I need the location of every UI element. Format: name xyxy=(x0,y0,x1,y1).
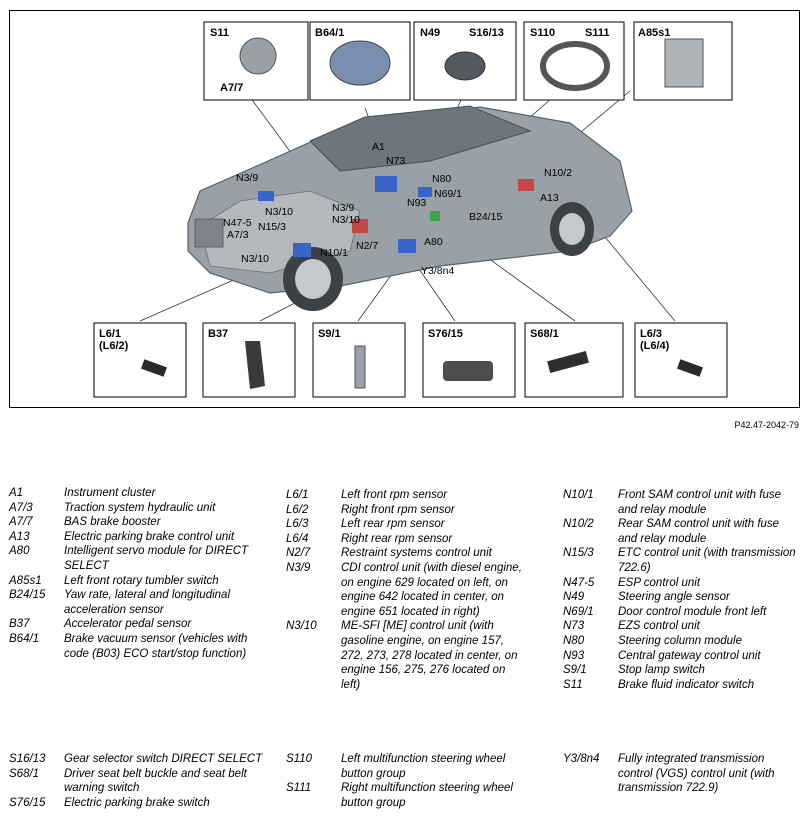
legend-description: Yaw rate, lateral and longitudinal acceleration sensor xyxy=(64,589,231,616)
legend-entry xyxy=(9,767,264,796)
legend-description: Left rear rpm sensor xyxy=(341,518,445,531)
legend-code: N93 xyxy=(563,649,585,662)
legend-entry xyxy=(286,488,526,503)
legend-description: Right front rpm sensor xyxy=(341,503,455,516)
legend-description: Right multifunction steering wheel button group xyxy=(341,782,513,809)
legend-code: L6/3 xyxy=(286,518,309,531)
legend-code: B64/1 xyxy=(9,632,40,645)
legend-code: N2/7 xyxy=(286,547,311,560)
callout-label: N93 xyxy=(407,197,427,209)
box-label: S16/13 xyxy=(469,27,504,39)
legend-entry xyxy=(9,752,264,767)
box-label: N49 xyxy=(420,27,441,39)
legend-description: Left multifunction steering wheel button group xyxy=(341,753,506,780)
legend-code: S68/1 xyxy=(9,767,40,780)
box-label: L6/3 xyxy=(640,328,663,340)
legend-description: Gear selector switch DIRECT SELECT xyxy=(64,753,263,765)
figure-reference: P42.47-2042-79 xyxy=(734,420,799,430)
callout-label: N47-5 xyxy=(223,217,252,229)
box-label: B64/1 xyxy=(315,27,345,39)
box-label: B37 xyxy=(208,328,229,340)
legend-entry xyxy=(563,634,798,649)
legend-code: A7/3 xyxy=(9,501,33,514)
box-label: A7/7 xyxy=(220,82,244,94)
legend-description: Electric parking brake switch xyxy=(64,796,210,809)
legend-code: N69/1 xyxy=(563,605,594,618)
legend-code: A85s1 xyxy=(9,574,42,587)
legend-code: N49 xyxy=(563,591,585,604)
legend-code: S16/13 xyxy=(9,753,46,765)
box-label: S9/1 xyxy=(318,328,341,340)
legend-lower-column-1 xyxy=(9,752,264,810)
legend-description: Traction system hydraulic unit xyxy=(64,501,216,514)
legend-description: CDI control unit (with diesel engine, on engine 629 located on left, on engine 642 located in center, on engine 651 located in right) xyxy=(341,561,522,618)
callout-label: Y3/8n4 xyxy=(421,265,455,277)
diagram-figure xyxy=(9,10,800,408)
legend-column-2 xyxy=(286,488,526,692)
box-label: S68/1 xyxy=(530,328,559,340)
legend-description: Instrument cluster xyxy=(64,487,156,499)
legend-description: Driver seat belt buckle and seat belt warning switch xyxy=(64,767,247,795)
legend-code: B24/15 xyxy=(9,589,46,602)
legend-description: Left front rpm sensor xyxy=(341,489,448,501)
legend-code: N3/10 xyxy=(286,620,317,633)
legend-description: Accelerator pedal sensor xyxy=(64,618,192,631)
legend-code: S11 xyxy=(563,678,583,691)
legend-code: L6/2 xyxy=(286,503,309,516)
legend-description: Brake fluid indicator switch xyxy=(618,678,755,691)
box-label: (L6/2) xyxy=(99,340,129,352)
callout-label: A13 xyxy=(540,192,559,204)
legend-entry xyxy=(9,515,264,530)
legend-entry xyxy=(563,488,798,517)
box-label: S111 xyxy=(585,27,610,39)
callout-label: N2/7 xyxy=(356,240,379,252)
legend-description: Rear SAM control unit with fuse and relay module xyxy=(618,518,780,545)
legend-code: N10/2 xyxy=(563,518,594,531)
box-label: A85s1 xyxy=(638,27,671,39)
legend-entry xyxy=(286,517,526,532)
legend-entry xyxy=(9,796,264,811)
legend-entry xyxy=(9,632,264,661)
legend-entry xyxy=(9,588,264,617)
legend-description: Door control module front left xyxy=(618,605,767,618)
legend-entry xyxy=(563,663,798,678)
legend-description: Intelligent servo module for DIRECT SELECT xyxy=(64,545,249,572)
legend-code: S111 xyxy=(286,782,312,795)
legend-code: N10/1 xyxy=(563,489,594,501)
legend-description: Steering angle sensor xyxy=(618,591,730,604)
legend-code: N73 xyxy=(563,620,585,633)
callout-label: N3/10 xyxy=(332,214,361,226)
legend-code: A13 xyxy=(9,530,30,543)
legend-entry xyxy=(563,546,798,575)
legend-entry xyxy=(286,503,526,518)
legend-code: L6/4 xyxy=(286,532,309,545)
legend-entry xyxy=(286,781,526,810)
legend-description: Steering column module xyxy=(618,634,743,647)
callout-label: N10/2 xyxy=(544,167,573,179)
legend-description: ETC control unit (with transmission 722.6) xyxy=(618,547,796,574)
legend-entry xyxy=(563,678,798,693)
legend-code: B37 xyxy=(9,618,30,631)
legend-code: Y3/8n4 xyxy=(563,753,600,765)
legend-entry xyxy=(286,752,526,781)
callout-label: N15/3 xyxy=(258,221,287,233)
callout-label: A7/3 xyxy=(227,229,249,241)
legend-code: N3/9 xyxy=(286,561,311,574)
legend-lower-column-3 xyxy=(563,752,798,796)
legend-description: Electric parking brake control unit xyxy=(64,530,235,543)
legend-entry xyxy=(9,574,264,589)
legend-description: Right rear rpm sensor xyxy=(341,532,453,545)
bottom-component-boxes xyxy=(94,323,727,397)
legend-entry xyxy=(286,546,526,561)
legend-description: Brake vacuum sensor (vehicles with code (B03) ECO start/stop function) xyxy=(64,632,248,660)
legend-code: S76/15 xyxy=(9,796,46,809)
legend-description: ESP control unit xyxy=(618,576,701,589)
legend-code: S110 xyxy=(286,753,313,765)
callout-label: N69/1 xyxy=(434,188,463,200)
legend-description: Left front rotary tumbler switch xyxy=(64,574,219,587)
callout-label: N80 xyxy=(432,173,452,185)
callout-label: N3/10 xyxy=(265,206,294,218)
callout-label: A80 xyxy=(424,236,443,248)
callout-label: N3/10 xyxy=(241,253,270,265)
callout-label: N3/9 xyxy=(332,202,355,214)
legend-entry xyxy=(286,532,526,547)
legend-entry xyxy=(563,619,798,634)
callout-label: A1 xyxy=(372,141,385,153)
legend-code: N47-5 xyxy=(563,576,595,589)
legend-column-1 xyxy=(9,486,264,661)
legend-entry xyxy=(286,619,526,692)
callout-label: N10/1 xyxy=(320,247,349,259)
box-label: (L6/4) xyxy=(640,340,670,352)
legend-description: Fully integrated transmission control (VGS) control unit (with transmission 722.9) xyxy=(618,753,775,795)
callout-label: B24/15 xyxy=(469,211,503,223)
legend-code: N80 xyxy=(563,634,585,647)
legend-entry xyxy=(563,649,798,664)
legend-entry xyxy=(9,530,264,545)
legend-entry xyxy=(563,576,798,591)
legend-column-3 xyxy=(563,488,798,692)
legend-code: S9/1 xyxy=(563,664,587,677)
legend-entry xyxy=(286,561,526,619)
callout-label: N3/9 xyxy=(236,172,259,184)
legend-description: Front SAM control unit with fuse and relay module xyxy=(618,489,781,516)
legend-entry xyxy=(9,617,264,632)
box-label: S110 xyxy=(530,27,556,39)
legend-entry xyxy=(9,501,264,516)
legend-entry xyxy=(9,486,264,501)
legend-entry xyxy=(563,752,798,796)
box-label: S11 xyxy=(210,27,229,39)
legend-code: A1 xyxy=(9,487,24,499)
legend-description: EZS control unit xyxy=(618,620,700,633)
legend-code: L6/1 xyxy=(286,489,309,501)
legend-description: Central gateway control unit xyxy=(618,649,761,662)
legend-description: Restraint systems control unit xyxy=(341,547,492,560)
legend-code: A80 xyxy=(9,545,30,558)
box-label: S76/15 xyxy=(428,328,463,340)
legend-entry xyxy=(563,590,798,605)
legend-entry xyxy=(563,605,798,620)
box-label: L6/1 xyxy=(99,328,122,340)
callout-label: N73 xyxy=(386,155,406,167)
legend-code: N15/3 xyxy=(563,547,594,560)
legend-code: A7/7 xyxy=(9,516,33,529)
legend-description: BAS brake booster xyxy=(64,516,161,529)
legend-description: ME-SFI [ME] control unit (with gasoline engine, on engine 157, 272, 273, 278 located in center, on engine 156, 275, 276 located on left) xyxy=(341,620,518,691)
legend-entry xyxy=(563,517,798,546)
legend-lower-column-2 xyxy=(286,752,526,810)
legend-description: Stop lamp switch xyxy=(618,664,705,677)
legend-entry xyxy=(9,544,264,573)
